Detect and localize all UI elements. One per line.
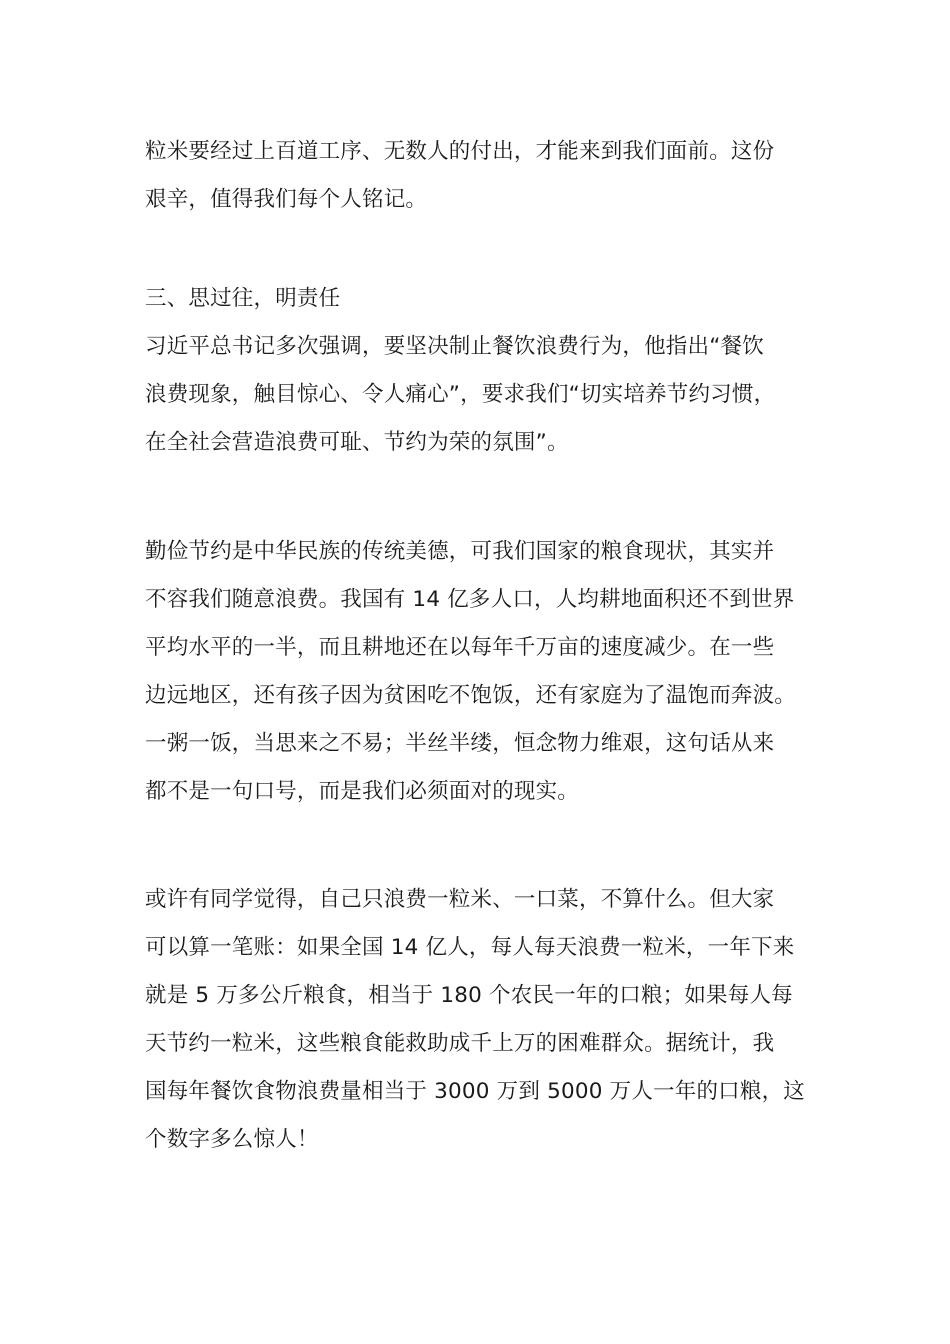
paragraph-line: 一粥一饭，当思来之不易；半丝半缕，恒念物力维艰，这句话从来 bbox=[145, 731, 775, 756]
paragraph-2 bbox=[145, 528, 825, 816]
paragraph-line: 平均水平的一半，而且耕地还在以每年千万亩的速度减少。在一些 bbox=[145, 635, 775, 660]
paragraph-line: 在全社会营造浪费可耻、节约为荣的氛围”。 bbox=[145, 430, 569, 455]
paragraph-line: 习近平总书记多次强调，要坚决制止餐饮浪费行为，他指出“餐饮 bbox=[145, 334, 764, 359]
paragraph-line: 勤俭节约是中华民族的传统美德，可我们国家的粮食现状，其实并 bbox=[145, 539, 775, 564]
paragraph-line: 艰辛，值得我们每个人铭记。 bbox=[145, 187, 428, 212]
paragraph-line: 粒米要经过上百道工序、无数人的付出，才能来到我们面前。这份 bbox=[145, 139, 775, 164]
paragraph-line: 个数字多么惊人！ bbox=[145, 1127, 319, 1152]
paragraph-line: 浪费现象，触目惊心、令人痛心”，要求我们“切实培养节约习惯， bbox=[145, 382, 776, 407]
paragraph-line: 边远地区，还有孩子因为贫困吃不饱饭，还有家庭为了温饱而奔波。 bbox=[145, 683, 797, 708]
paragraph-3 bbox=[145, 876, 825, 1164]
paragraph-line: 可以算一笔账：如果全国 14 亿人，每人每天浪费一粒米，一年下来 bbox=[145, 935, 795, 960]
paragraph-line: 都不是一句口号，而是我们必须面对的现实。 bbox=[145, 779, 580, 804]
section-heading: 三、思过往，明责任 bbox=[145, 286, 341, 311]
paragraph-line: 不容我们随意浪费。我国有 14 亿多人口，人均耕地面积还不到世界 bbox=[145, 587, 795, 612]
paragraph-line: 就是 5 万多公斤粮食，相当于 180 个农民一年的口粮；如果每人每 bbox=[145, 983, 793, 1008]
paragraph-line: 国每年餐饮食物浪费量相当于 3000 万到 5000 万人一年的口粮，这 bbox=[145, 1079, 805, 1104]
paragraph-line: 天节约一粒米，这些粮食能救助成千上万的困难群众。据统计，我 bbox=[145, 1031, 775, 1056]
paragraph-line: 或许有同学觉得，自己只浪费一粒米、一口菜，不算什么。但大家 bbox=[145, 887, 775, 912]
paragraph-1 bbox=[145, 128, 825, 224]
section-3 bbox=[145, 275, 825, 467]
